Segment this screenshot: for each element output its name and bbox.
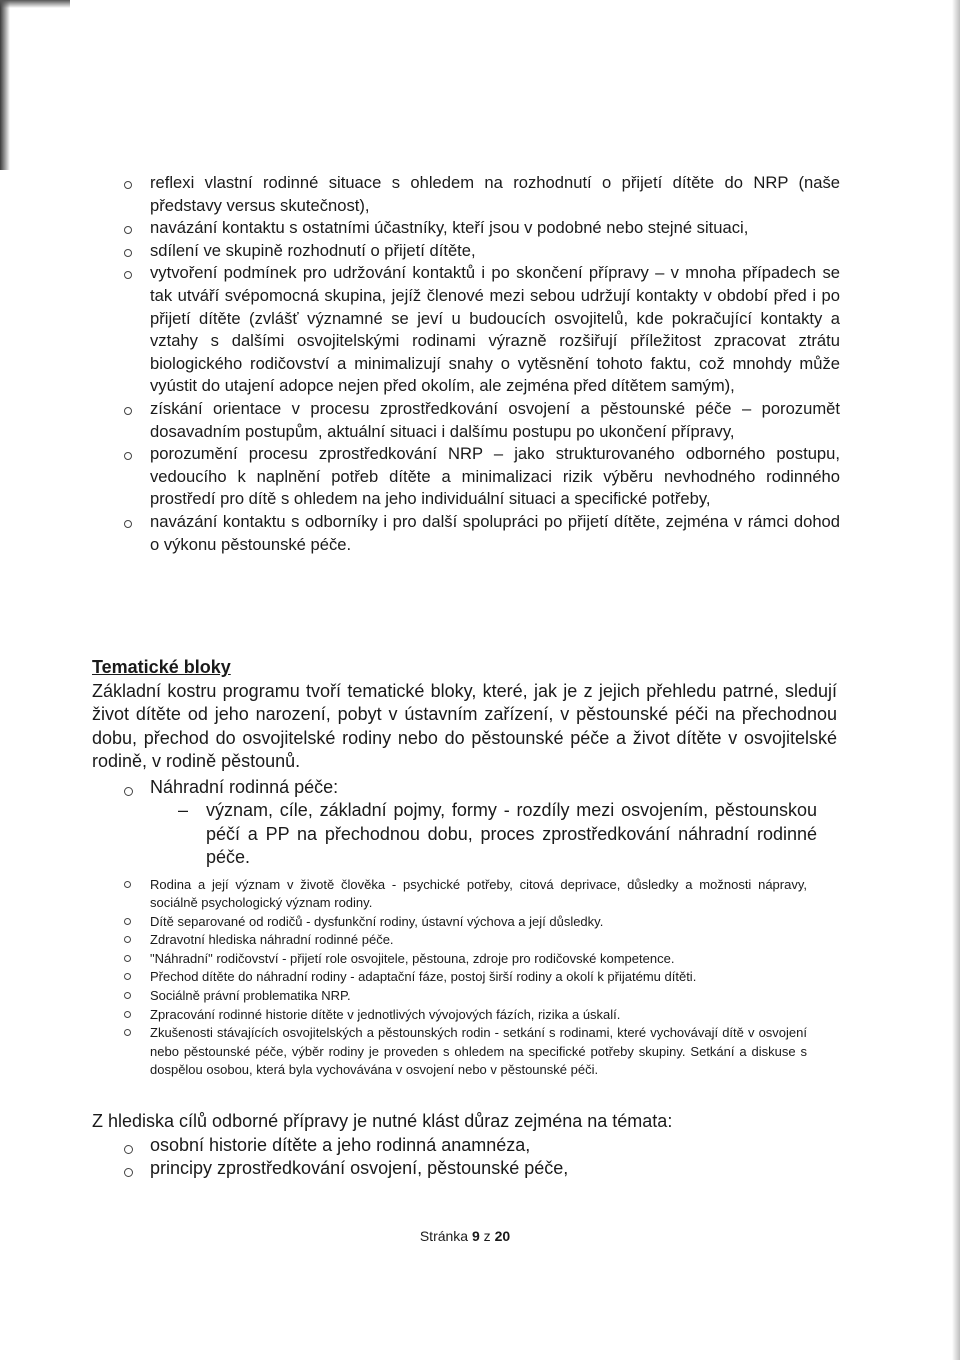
bullet-icon bbox=[124, 407, 132, 415]
goals-bullet-list bbox=[122, 172, 840, 556]
bullet-icon bbox=[124, 936, 131, 943]
bullet-icon bbox=[124, 1029, 131, 1036]
list-item bbox=[122, 443, 840, 511]
bullet-icon bbox=[124, 452, 132, 460]
list-item bbox=[122, 262, 840, 398]
focus-intro: Z hlediska cílů odborné přípravy je nutné klást důraz zejména na témata: bbox=[92, 1111, 673, 1131]
list-item-text: vytvoření podmínek pro udržování kontaktů i po skončení přípravy – v mnoha případech se tak utváří svépomocná skupina, jejíž členové mezi sebou udržují kontakty v období před i po přijetí dítěte (zvlášť významné se jeví u budoucích osvojitelů, kde pokračující kontakty a vztahy s dalšími osvojitelskými rodinami výrazně rozšiřují příležitost zpracovat ztrátu biologického rodičovství a minimalizují snahy o vytěsnění tohoto faktu, což mnohdy může vyústit do utajení adopce nejen před okolím, ale zejména před dítětem samým), bbox=[150, 263, 840, 396]
focus-section bbox=[92, 1110, 832, 1181]
list-item bbox=[92, 987, 807, 1006]
list-item bbox=[92, 1134, 832, 1158]
list-item bbox=[92, 931, 807, 950]
topics-list bbox=[92, 876, 807, 1081]
list-item bbox=[92, 1024, 807, 1080]
dash-item bbox=[92, 799, 817, 870]
bullet-icon bbox=[124, 181, 132, 189]
sub-heading: Náhradní rodinná péče: bbox=[150, 776, 339, 797]
section-heading: Tematické bloky bbox=[92, 657, 231, 677]
dash-item-text: význam, cíle, základní pojmy, formy - rozdíly mezi osvojením, pěstounskou péčí a PP na přechodnou dobu, proces zprostředkování náhradní rodinné péče. bbox=[206, 800, 817, 867]
list-item-text: principy zprostředkování osvojení, pěstounské péče, bbox=[150, 1158, 569, 1178]
footer-page-number: 9 bbox=[471, 1228, 480, 1244]
list-item-text: Dítě separované od rodičů - dysfunkční rodiny, ústavní výchova a její důsledky. bbox=[150, 913, 604, 929]
list-item-text: sdílení ve skupině rozhodnutí o přijetí dítěte, bbox=[150, 240, 476, 260]
bullet-icon bbox=[124, 1168, 133, 1177]
footer-label: Stránka bbox=[419, 1228, 469, 1244]
list-item-text: Přechod dítěte do náhradní rodiny - adaptační fáze, postoj širší rodiny a okolí k přijatému dítěti. bbox=[150, 969, 697, 985]
list-item-text: Zdravotní hlediska náhradní rodinné péče. bbox=[150, 932, 394, 948]
list-item bbox=[92, 1157, 832, 1181]
dash-icon: – bbox=[178, 800, 189, 820]
footer-of: z bbox=[483, 1228, 491, 1244]
list-item bbox=[92, 913, 807, 932]
list-item bbox=[122, 511, 840, 556]
list-item-text: "Náhradní" rodičovství - přijetí role osvojitele, pěstouna, zdroje pro rodičovské kompetence. bbox=[150, 950, 675, 966]
list-item bbox=[92, 950, 807, 969]
section-intro: Základní kostru programu tvoří tematické bloky, které, jak je z jejich přehledu patrné, sledují život dítěte od jeho narození, pobyt v ústavním zařízení, v pěstounské péči na přechodnou dobu, přechod do osvojitelské rodiny nebo do pěstounské péče a život dítěte v osvojitelské rodině, v rodině pěstounů. bbox=[92, 680, 837, 771]
list-item-text: reflexi vlastní rodinné situace s ohledem na rozhodnutí o přijetí dítěte do NRP (naše představy versus skutečnost), bbox=[150, 173, 840, 215]
list-item bbox=[92, 1006, 807, 1025]
list-item-text: Zkušenosti stávajících osvojitelských a pěstounských rodin - setkání s rodinami, které vychovávají dítě v osvojení nebo pěstounské péče, výběr rodiny je proveden s ohledem na specifické potřeby skupiny. Setkání a diskuse s dospělou osobou, která byla vychovávána v osvojení nebo v pěstounské péči. bbox=[150, 1025, 807, 1078]
list-item bbox=[92, 968, 807, 987]
sub-heading-item bbox=[92, 776, 837, 800]
list-item-text: získání orientace v procesu zprostředkování osvojení a pěstounské péče – porozumět dosavadním postupům, aktuální situaci i dalšímu postupu po ukončení přípravy, bbox=[150, 398, 840, 441]
list-item-text: Rodina a její význam v životě člověka - psychické potřeby, citová deprivace, důsledky a možnosti nápravy, sociálně psychologický význam rodiny. bbox=[150, 876, 807, 911]
list-item-text: osobní historie dítěte a jeho rodinná anamnéza, bbox=[150, 1134, 531, 1155]
bullet-icon bbox=[124, 955, 131, 962]
bullet-icon bbox=[124, 918, 131, 925]
list-item-text: porozumění procesu zprostředkování NRP – jako strukturovaného odborného postupu, vedoucího k naplnění potřeb dítěte a minimalizaci rizik výběru nevhodného rodinného prostředí pro dítě s ohledem na jeho individuální situaci a specifické potřeby, bbox=[150, 444, 840, 509]
list-item bbox=[122, 398, 840, 443]
list-item bbox=[122, 172, 840, 217]
focus-list bbox=[92, 1134, 832, 1181]
bullet-icon bbox=[124, 1011, 131, 1018]
list-item-text: Zpracování rodinné historie dítěte v jednotlivých vývojových fázích, rizika a úskalí. bbox=[150, 1006, 621, 1022]
bullet-icon bbox=[124, 271, 132, 279]
list-item bbox=[92, 876, 807, 913]
bullet-icon bbox=[124, 249, 132, 257]
bullet-icon bbox=[124, 1145, 133, 1154]
list-item bbox=[122, 217, 840, 240]
list-item-text: Sociálně právní problematika NRP. bbox=[150, 988, 351, 1004]
bullet-icon bbox=[124, 226, 132, 234]
list-item-text: navázání kontaktu s ostatními účastníky, kteří jsou v podobné nebo stejné situaci, bbox=[150, 218, 749, 238]
footer-total-pages: 20 bbox=[494, 1228, 511, 1244]
list-item bbox=[122, 240, 840, 263]
bullet-icon bbox=[124, 992, 131, 999]
bullet-icon bbox=[124, 520, 132, 528]
bullet-icon bbox=[124, 787, 133, 796]
bullet-icon bbox=[124, 973, 131, 980]
thematic-blocks-section bbox=[92, 656, 837, 1080]
page-footer bbox=[0, 1228, 930, 1244]
list-item-text: navázání kontaktu s odborníky i pro další spolupráci po přijetí dítěte, zejména v rámci dohod o výkonu pěstounské péče. bbox=[150, 511, 840, 554]
bullet-icon bbox=[124, 881, 131, 888]
